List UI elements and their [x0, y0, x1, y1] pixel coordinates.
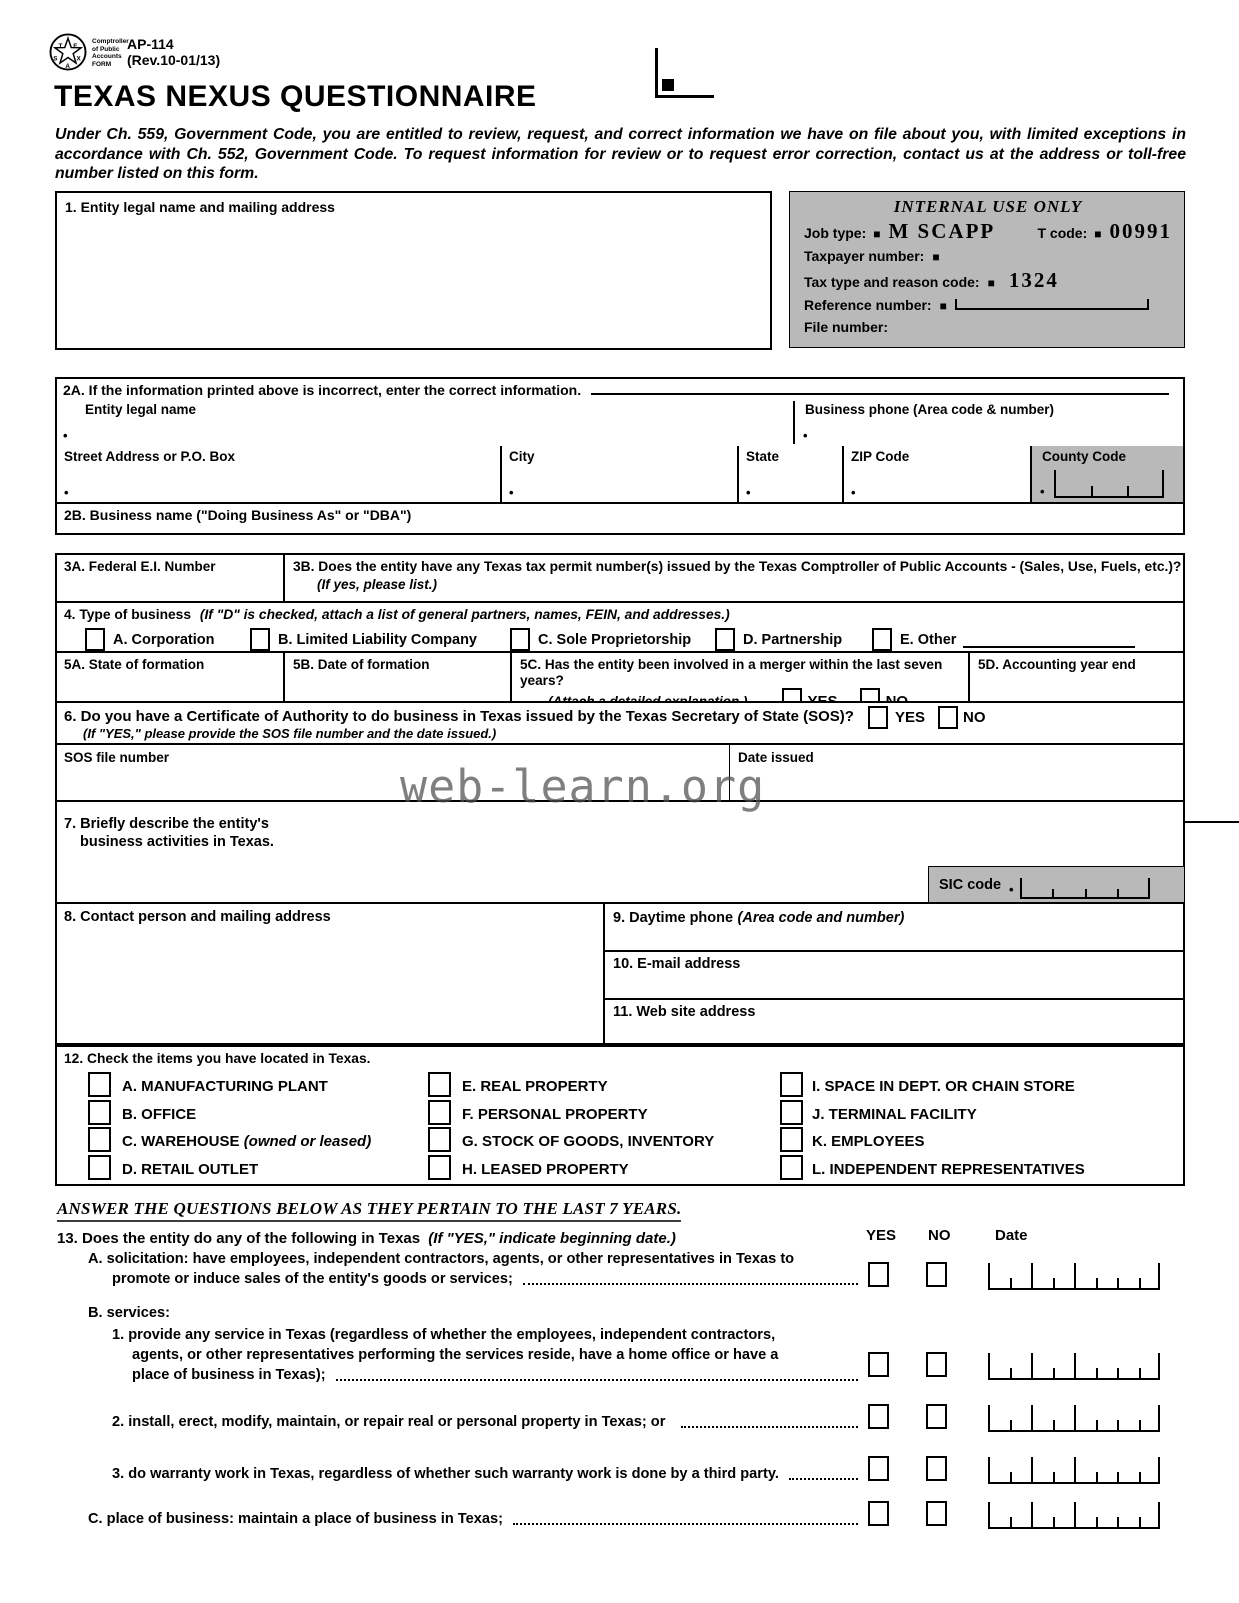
reference-number-field[interactable] — [955, 299, 1149, 310]
email-address-label: 10. E-mail address — [613, 956, 741, 972]
dba-label: 2B. Business name ("Doing Business As" or "DBA") — [64, 507, 412, 523]
tax-permit-note: (If yes, please list.) — [317, 576, 438, 592]
q13a-line1: A. solicitation: have employees, independent contractors, agents, or other representatives in Texas to — [88, 1251, 795, 1267]
sic-code-label: SIC code — [939, 877, 1002, 893]
checkbox-retail-outlet[interactable] — [88, 1155, 111, 1180]
t-code-label: T code: — [1037, 225, 1088, 241]
merger-question: 5C. Has the entity been involved in a merger within the last seven years? — [520, 657, 943, 688]
entry-bullet-marker: • — [746, 485, 751, 500]
entry-bullet-marker: • — [64, 485, 69, 500]
business-type-label: 4. Type of business — [64, 607, 192, 622]
business-phone-input-area[interactable] — [795, 401, 1183, 444]
q13b2-line1: 2. install, erect, modify, maintain, or repair real or personal property in Texas; or — [112, 1414, 666, 1430]
entry-bullet-marker: • — [63, 428, 68, 443]
tax-type-reason-value: 1324 — [1008, 268, 1059, 292]
checkbox-real-property[interactable] — [428, 1072, 451, 1097]
leased-property-label: H. LEASED PROPERTY — [462, 1161, 629, 1178]
q13-col-date: Date — [995, 1227, 1028, 1244]
entry-bullet-marker: • — [1009, 881, 1014, 897]
contact-person-input-area[interactable] — [57, 904, 605, 1043]
q13b1-line3: place of business in Texas); — [132, 1367, 326, 1384]
city-input-area[interactable] — [502, 446, 739, 502]
svg-text:S: S — [53, 55, 58, 63]
checkbox-stock-of-goods[interactable] — [428, 1127, 451, 1152]
checkbox-q13b3-yes[interactable] — [868, 1456, 889, 1481]
entity-legal-name-label: Entity legal name — [85, 402, 197, 417]
state-label: State — [746, 449, 780, 464]
sic-code-box — [928, 866, 1185, 904]
job-type-label: Job type: — [804, 225, 867, 241]
checkbox-corporation[interactable] — [85, 628, 105, 651]
entry-square-marker: ■ — [939, 299, 947, 313]
privacy-notice: Under Ch. 559, Government Code, you are entitled to review, request, and correct information we have on file about you, with limited exceptions in accordance with Ch. 552, Government Code. To request information for review or to request error correction, contact us at the address or toll-free number listed on this form. — [55, 126, 1186, 183]
q13-col-yes: YES — [866, 1227, 897, 1244]
personal-property-label: F. PERSONAL PROPERTY — [462, 1106, 648, 1123]
warehouse-label: C. WAREHOUSE (owned or leased) — [122, 1133, 372, 1150]
q13c-date-field[interactable] — [988, 1502, 1160, 1529]
state-of-formation-input-area[interactable] — [57, 653, 285, 701]
checkbox-q13b1-no[interactable] — [926, 1352, 947, 1377]
checkbox-sos-no[interactable] — [938, 706, 958, 729]
page-title: TEXAS NEXUS QUESTIONNAIRE — [54, 80, 537, 113]
q13b-header: B. services: — [88, 1305, 170, 1321]
checkbox-personal-property[interactable] — [428, 1100, 451, 1125]
q13a-date-field[interactable] — [988, 1263, 1160, 1290]
sos-no-label: NO — [963, 709, 986, 726]
checkbox-llc[interactable] — [250, 628, 270, 651]
entry-square-marker: ■ — [1094, 227, 1102, 241]
date-of-formation-input-area[interactable] — [285, 653, 512, 701]
checkbox-partnership[interactable] — [715, 628, 735, 651]
corporation-label: A. Corporation — [113, 632, 215, 648]
entry-bullet-marker: • — [851, 485, 856, 500]
job-type-value: M SCAPP — [888, 219, 996, 243]
entry-square-marker: ■ — [987, 276, 995, 290]
independent-representatives-label: L. INDEPENDENT REPRESENTATIVES — [812, 1161, 1085, 1178]
entry-bullet-marker: • — [509, 485, 514, 500]
q13b1-line2: agents, or other representatives performing the services reside, have a home office or have a — [132, 1347, 779, 1364]
q13b1-line1: 1. provide any service in Texas (regardless of whether the employees, independent contractors, — [112, 1327, 776, 1343]
city-label: City — [509, 449, 535, 464]
checkbox-sos-yes[interactable] — [868, 706, 888, 729]
svg-text:T: T — [58, 42, 63, 50]
federal-ei-number-label: 3A. Federal E.I. Number — [64, 559, 216, 574]
q13-intro-note: (If "YES," indicate beginning date.) — [428, 1230, 676, 1247]
form-number: AP-114 — [127, 36, 174, 52]
website-address-label: 11. Web site address — [613, 1004, 756, 1020]
date-of-formation-label: 5B. Date of formation — [293, 657, 430, 672]
website-address-input-area[interactable] — [605, 998, 1183, 1043]
other-label: E. Other — [900, 632, 957, 648]
file-number-label: File number: — [804, 319, 889, 335]
texas-comptroller-seal-icon — [49, 33, 87, 71]
q13a-line2: promote or induce sales of the entity's goods or services; — [112, 1271, 513, 1288]
dotted-leader — [681, 1426, 858, 1428]
form-revision: (Rev.10-01/13) — [127, 52, 221, 68]
other-entry-line[interactable] — [963, 632, 1135, 648]
business-phone-label: Business phone (Area code & number) — [805, 402, 1055, 417]
contact-block-box — [55, 902, 1185, 1045]
date-issued-label: Date issued — [738, 750, 814, 765]
business-type-note: (If "D" is checked, attach a list of general partners, names, FEIN, and addresses.) — [199, 607, 730, 622]
watermark: web-learn.org — [400, 760, 766, 813]
items-located-label: 12. Check the items you have located in Texas. — [64, 1051, 371, 1066]
q13b2-date-field[interactable] — [988, 1405, 1160, 1432]
street-address-label: Street Address or P.O. Box — [64, 449, 236, 464]
checkbox-manufacturing-plant[interactable] — [88, 1072, 111, 1097]
tax-permit-question-area[interactable] — [285, 555, 1183, 601]
daytime-phone-note: (Area code and number) — [737, 910, 905, 926]
certificate-authority-note: (If "YES," please provide the SOS file number and the date issued.) — [83, 726, 497, 742]
warehouse-note: (owned or leased) — [243, 1133, 372, 1150]
checkbox-terminal-facility[interactable] — [780, 1100, 803, 1125]
describe-activities-label-line2: business activities in Texas. — [80, 833, 274, 850]
contact-person-label: 8. Contact person and mailing address — [64, 909, 331, 925]
reference-number-label: Reference number: — [804, 297, 932, 313]
county-code-input-area[interactable] — [1032, 446, 1183, 502]
real-property-label: E. REAL PROPERTY — [462, 1078, 608, 1095]
dotted-leader — [523, 1283, 858, 1285]
merger-question-area — [512, 653, 970, 701]
dotted-leader — [789, 1478, 858, 1480]
state-input-area[interactable] — [739, 446, 844, 502]
zip-code-label: ZIP Code — [851, 449, 910, 464]
section2a-heading: 2A. If the information printed above is incorrect, enter the correct information. — [63, 382, 582, 398]
t-code-value: 00991 — [1109, 219, 1172, 243]
q13b3-date-field[interactable] — [988, 1457, 1160, 1484]
stock-of-goods-label: G. STOCK OF GOODS, INVENTORY — [462, 1133, 715, 1150]
entry-bullet-marker: • — [1040, 484, 1045, 499]
daytime-phone-label: 9. Daytime phone — [613, 910, 734, 926]
email-address-input-area[interactable] — [605, 950, 1183, 998]
street-address-input-area[interactable] — [57, 446, 502, 502]
checkbox-q13a-no[interactable] — [926, 1262, 947, 1287]
corrected-entity-name-input-area[interactable] — [57, 401, 795, 444]
checkbox-other[interactable] — [872, 628, 892, 651]
manufacturing-plant-label: A. MANUFACTURING PLANT — [122, 1078, 328, 1095]
sos-yes-label: YES — [895, 709, 926, 726]
checkbox-warehouse[interactable] — [88, 1127, 111, 1152]
checkbox-q13c-yes[interactable] — [868, 1501, 889, 1526]
office-label: B. OFFICE — [122, 1106, 197, 1123]
checkbox-q13b2-no[interactable] — [926, 1404, 947, 1429]
checkbox-q13c-no[interactable] — [926, 1501, 947, 1526]
llc-label: B. Limited Liability Company — [278, 632, 477, 648]
checkbox-independent-representatives[interactable] — [780, 1155, 803, 1180]
svg-text:E: E — [73, 42, 78, 50]
section2-box — [55, 377, 1185, 535]
checkbox-office[interactable] — [88, 1100, 111, 1125]
q13-intro: 13. Does the entity do any of the following in Texas — [57, 1230, 421, 1247]
section3-box — [55, 553, 1185, 603]
section6-box — [55, 701, 1185, 745]
certificate-authority-question: 6. Do you have a Certificate of Authority to do business in Texas issued by the Texas Secretary of State (SOS)? — [64, 708, 854, 725]
accounting-year-end-input-area[interactable] — [970, 653, 1183, 701]
entry-square-marker: ■ — [873, 227, 881, 241]
zip-code-input-area[interactable] — [844, 446, 1032, 502]
retail-outlet-label: D. RETAIL OUTLET — [122, 1161, 259, 1178]
daytime-phone-input-area[interactable] — [605, 904, 1183, 950]
taxpayer-number-label: Taxpayer number: — [804, 248, 925, 264]
entry-bullet-marker: • — [803, 428, 808, 443]
checkbox-sole-proprietorship[interactable] — [510, 628, 530, 651]
accounting-year-end-label: 5D. Accounting year end — [978, 657, 1136, 672]
seal-caption: Comptroller of Public Accounts FORM — [92, 38, 129, 68]
state-of-formation-label: 5A. State of formation — [64, 657, 205, 672]
q13b1-date-field[interactable] — [988, 1353, 1160, 1380]
county-code-comb-field[interactable] — [1054, 470, 1164, 498]
checkbox-leased-property[interactable] — [428, 1155, 451, 1180]
sole-proprietorship-label: C. Sole Proprietorship — [538, 632, 692, 648]
q13b3-line1: 3. do warranty work in Texas, regardless of whether such warranty work is done by a third party. — [112, 1466, 779, 1482]
dotted-leader — [513, 1523, 858, 1525]
terminal-facility-label: J. TERMINAL FACILITY — [812, 1106, 977, 1123]
checkbox-q13a-yes[interactable] — [868, 1262, 889, 1287]
tax-type-reason-label: Tax type and reason code: — [804, 274, 980, 290]
checkbox-space-in-dept-store[interactable] — [780, 1072, 803, 1097]
sic-code-comb-field[interactable] — [1020, 878, 1150, 899]
svg-text:A: A — [65, 62, 70, 70]
answer-banner: ANSWER THE QUESTIONS BELOW AS THEY PERTAIN TO THE LAST 7 YEARS. — [57, 1199, 681, 1222]
entity-name-address-input-area[interactable] — [55, 191, 772, 350]
checkbox-q13b1-yes[interactable] — [868, 1352, 889, 1377]
dotted-leader — [336, 1379, 858, 1381]
svg-text:X: X — [76, 55, 81, 63]
section1-label: 1. Entity legal name and mailing address — [65, 199, 335, 215]
space-in-dept-store-label: I. SPACE IN DEPT. OR CHAIN STORE — [812, 1078, 1075, 1095]
internal-use-box — [789, 191, 1185, 348]
heading-rule — [591, 379, 1169, 395]
section5-box — [55, 651, 1185, 703]
dba-input-area[interactable] — [57, 502, 1183, 533]
describe-activities-label-line1: 7. Briefly describe the entity's — [64, 816, 269, 832]
checkbox-q13b3-no[interactable] — [926, 1456, 947, 1481]
checkbox-employees[interactable] — [780, 1127, 803, 1152]
internal-use-title: INTERNAL USE ONLY — [893, 197, 1083, 216]
entry-square-marker: ■ — [932, 250, 940, 264]
tax-permit-question: 3B. Does the entity have any Texas tax permit number(s) issued by the Texas Comptroller of Public Accounts - (Sales, Use, Fuels, etc.)? — [293, 559, 1182, 574]
county-code-label: County Code — [1042, 449, 1126, 464]
employees-label: K. EMPLOYEES — [812, 1133, 925, 1150]
date-issued-input-area[interactable] — [730, 745, 1183, 800]
sos-file-number-label: SOS file number — [64, 750, 170, 765]
partnership-label: D. Partnership — [743, 632, 843, 648]
q13-col-no: NO — [928, 1227, 951, 1244]
federal-ei-number-input-area[interactable] — [57, 555, 285, 601]
checkbox-q13b2-yes[interactable] — [868, 1404, 889, 1429]
q13c-line1: C. place of business: maintain a place of business in Texas; — [88, 1511, 503, 1527]
